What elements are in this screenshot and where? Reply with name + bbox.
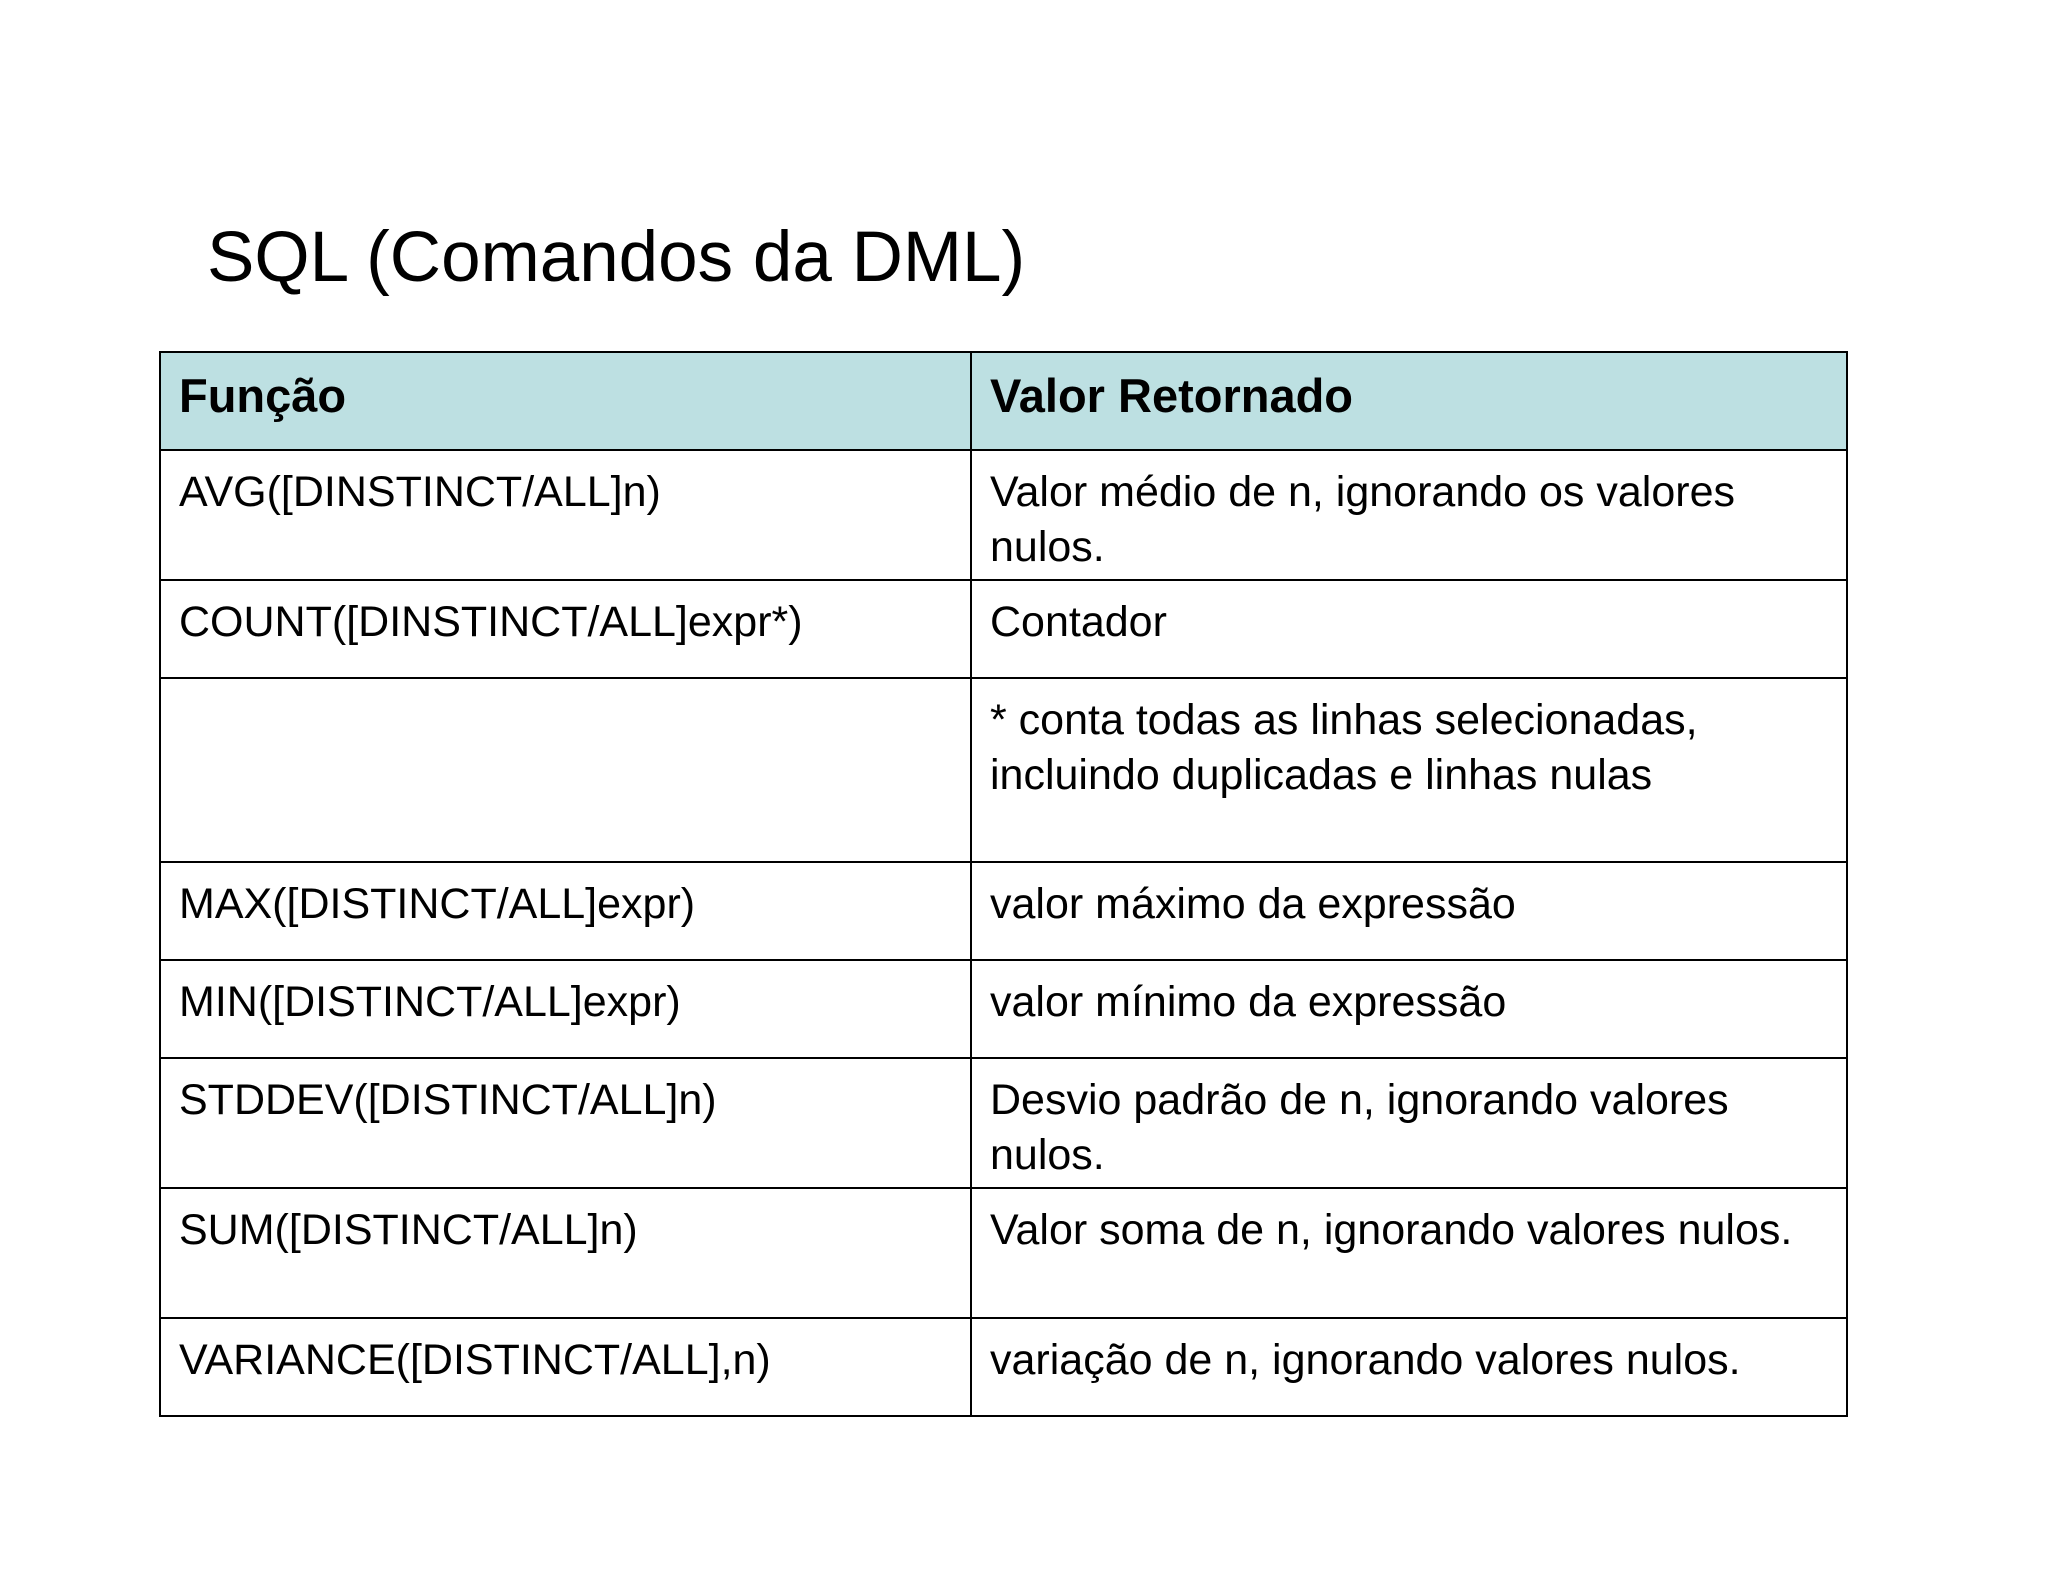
cell-valor: Desvio padrão de n, ignorando valores nulos. — [971, 1058, 1847, 1188]
cell-funcao: STDDEV([DISTINCT/ALL]n) — [160, 1058, 971, 1188]
table-row — [160, 450, 1847, 580]
cell-funcao: VARIANCE([DISTINCT/ALL],n) — [160, 1318, 971, 1416]
cell-funcao: COUNT([DINSTINCT/ALL]expr*) — [160, 580, 971, 678]
cell-valor: * conta todas as linhas selecionadas, incluindo duplicadas e linhas nulas — [971, 678, 1847, 862]
cell-valor: Valor médio de n, ignorando os valores nulos. — [971, 450, 1847, 580]
cell-funcao: SUM([DISTINCT/ALL]n) — [160, 1188, 971, 1318]
functions-table — [159, 351, 1848, 1417]
cell-valor: Valor soma de n, ignorando valores nulos. — [971, 1188, 1847, 1318]
table-row — [160, 1318, 1847, 1416]
cell-valor: Contador — [971, 580, 1847, 678]
table-row — [160, 580, 1847, 678]
cell-valor: variação de n, ignorando valores nulos. — [971, 1318, 1847, 1416]
header-valor-retornado: Valor Retornado — [971, 352, 1847, 450]
slide-title: SQL (Comandos da DML) — [207, 218, 1026, 297]
table-row — [160, 960, 1847, 1058]
cell-funcao: MIN([DISTINCT/ALL]expr) — [160, 960, 971, 1058]
table-header-row — [160, 352, 1847, 450]
cell-valor: valor mínimo da expressão — [971, 960, 1847, 1058]
table-row — [160, 1058, 1847, 1188]
cell-valor: valor máximo da expressão — [971, 862, 1847, 960]
header-funcao: Função — [160, 352, 971, 450]
table-row — [160, 678, 1847, 862]
table-row — [160, 862, 1847, 960]
cell-funcao: AVG([DINSTINCT/ALL]n) — [160, 450, 971, 580]
cell-funcao: MAX([DISTINCT/ALL]expr) — [160, 862, 971, 960]
table-row — [160, 1188, 1847, 1318]
cell-funcao-empty — [160, 678, 971, 862]
